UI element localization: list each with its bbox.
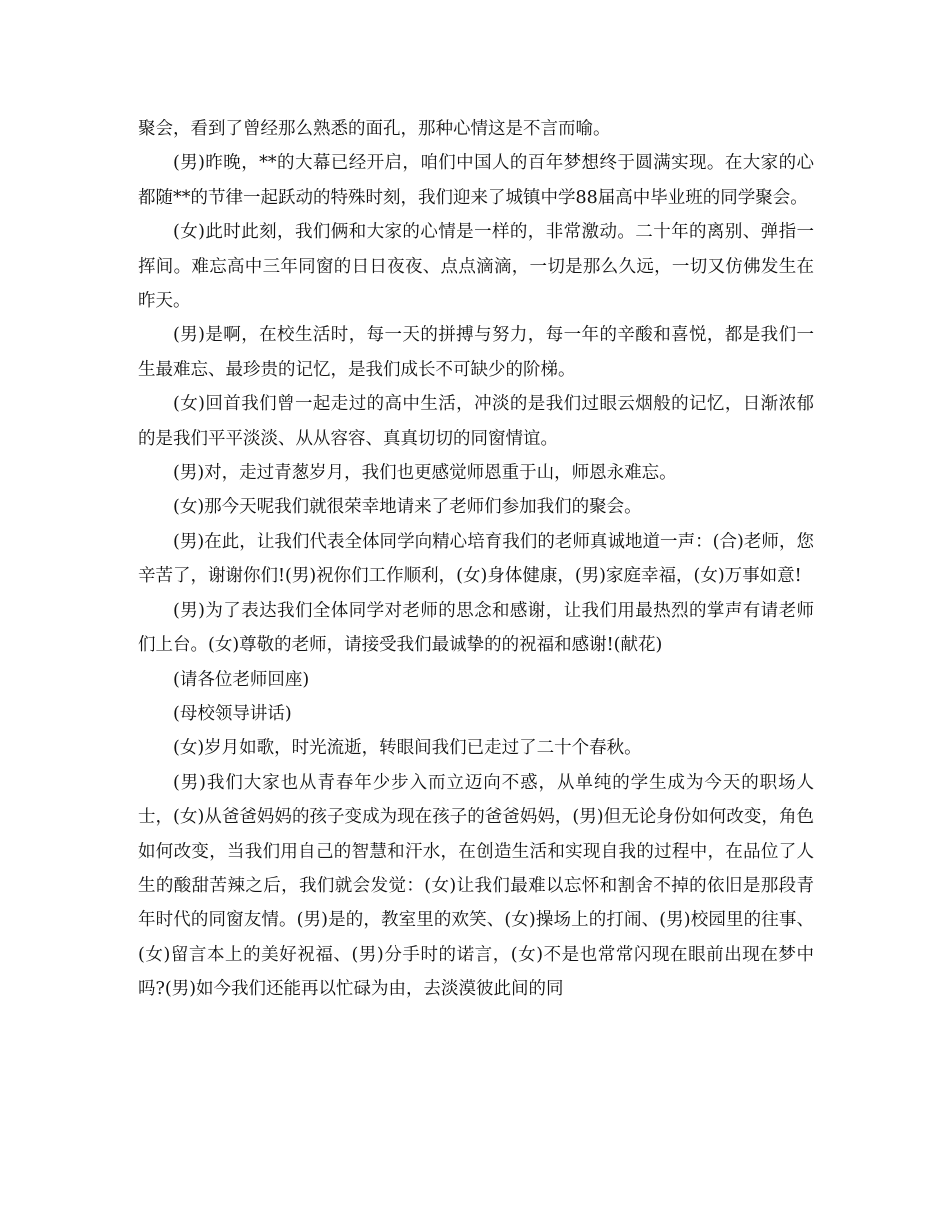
paragraph-12: (女)岁月如歌，时光流逝，转眼间我们已走过了二十个春秋。 — [173, 738, 642, 759]
paragraph-1: 聚会，看到了曾经那么熟悉的面孔，那种心情这是不言而喻。 — [138, 119, 611, 139]
paragraph-3: (女)此时此刻，我们俩和大家的心情是一样的，非常激动。二十年的离别、弹指一挥间。难忘高中三年同窗的日日夜夜、点点滴滴，一切是那么久远，一切又仿佛发生在昨天。 — [138, 222, 814, 312]
paragraph-7: (女)那今天呢我们就很荣幸地请来了老师们参加我们的聚会。 — [173, 497, 642, 518]
paragraph-9: (男)为了表达我们全体同学对老师的思念和感谢，让我们用最热烈的掌声有请老师们上台。(女)尊敬的老师，请接受我们最诚挚的的祝福和感谢!(献花) — [138, 600, 814, 656]
document-page — [138, 112, 814, 1007]
paragraph-13: (男)我们大家也从青春年少步入而立迈向不惑，从单纯的学生成为今天的职场人士，(女)从爸爸妈妈的孩子变成为现在孩子的爸爸妈妈，(男)但无论身份如何改变，角色如何改变，当我们用自己的智慧和汗水，在创造生活和实现自我的过程中，在品位了人生的酸甜苦辣之后，我们就会发觉：(女)让我们最难以忘怀和割舍不掉的依旧是那段青年时代的同窗友情。(男)是的，教室里的欢笑、(女)操场上的打闹、(男)校园里的往事、(女)留言本上的美好祝福、(男)分手时的诺言，(女)不是也常常闪现在眼前出现在梦中吗?(男)如今我们还能再以忙碌为由，去淡漠彼此间的同 — [138, 772, 814, 1000]
paragraph-4: (男)是啊，在校生活时，每一天的拼搏与努力，每一年的辛酸和喜悦，都是我们一生最难忘、最珍贵的记忆，是我们成长不可缺少的阶梯。 — [138, 325, 814, 380]
paragraph-5: (女)回首我们曾一起走过的高中生活，冲淡的是我们过眼云烟般的记忆，日渐浓郁的是我们平平淡淡、从从容容、真真切切的同窗情谊。 — [138, 394, 814, 449]
paragraph-11: (母校领导讲话) — [173, 703, 292, 724]
paragraph-8: (男)在此，让我们代表全体同学向精心培育我们的老师真诚地道一声：(合)老师，您辛苦了，谢谢你们!(男)祝你们工作顺利，(女)身体健康，(男)家庭幸福，(女)万事如意! — [138, 531, 814, 587]
paragraph-6: (男)对，走过青葱岁月，我们也更感觉师恩重于山，师恩永难忘。 — [173, 463, 677, 484]
paragraph-10: (请各位老师回座) — [173, 669, 310, 690]
paragraph-2: (男)昨晚，**的大幕已经开启，咱们中国人的百年梦想终于圆满实现。在大家的心都随**的节律一起跃动的特殊时刻，我们迎来了城镇中学88届高中毕业班的同学聚会。 — [138, 153, 814, 208]
